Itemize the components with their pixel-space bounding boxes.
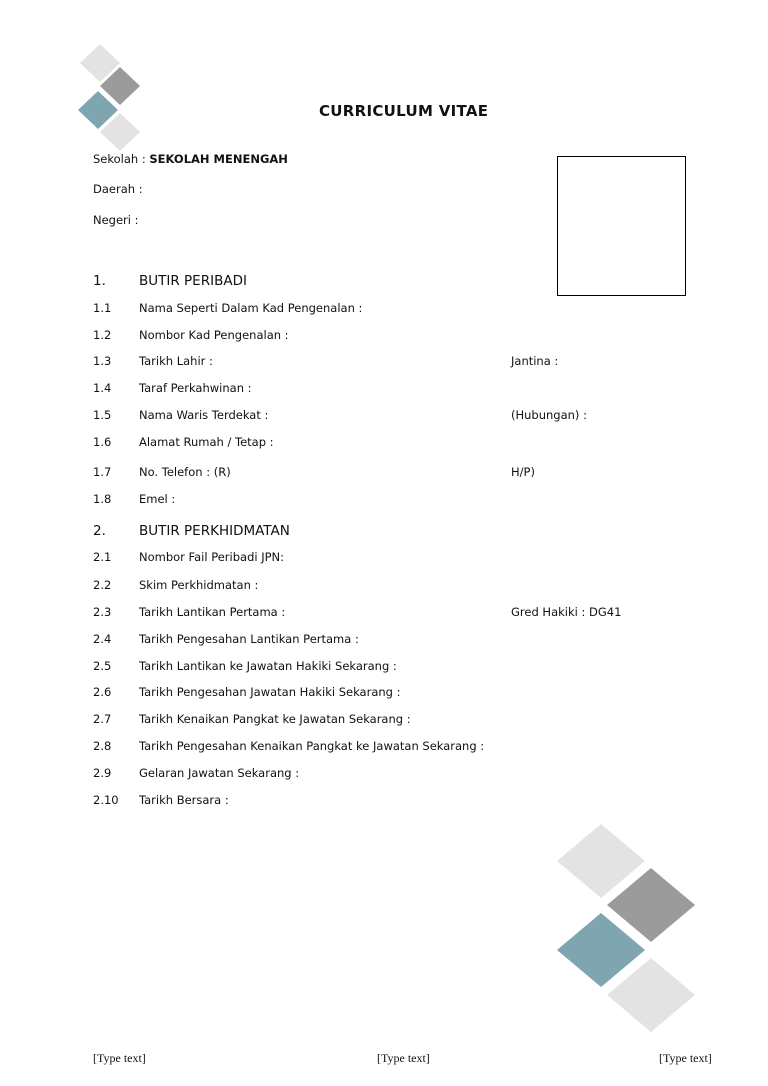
sekolah-field: [93, 152, 288, 166]
item-right-label: (Hubungan) :: [511, 408, 587, 422]
item-number: 1.5: [93, 408, 112, 422]
item-number: 2.7: [93, 712, 112, 726]
decorative-diamonds-top: [76, 40, 146, 155]
footer-center: [Type text]: [377, 1051, 430, 1065]
sekolah-label: Sekolah :: [93, 152, 146, 166]
footer-right: [Type text]: [659, 1051, 712, 1065]
item-right-label: Jantina :: [511, 354, 559, 368]
item-number: 1.4: [93, 381, 112, 395]
item-label: Taraf Perkahwinan :: [139, 381, 252, 395]
item-label: Tarikh Pengesahan Jawatan Hakiki Sekarang :: [139, 685, 401, 699]
item-number: 2.9: [93, 766, 112, 780]
item-label: Alamat Rumah / Tetap :: [139, 435, 274, 449]
item-number: 2.8: [93, 739, 112, 753]
item-label: Emel :: [139, 492, 176, 506]
item-label: Tarikh Bersara :: [139, 793, 229, 807]
item-number: 2.5: [93, 659, 112, 673]
item-number: 1.1: [93, 301, 112, 315]
item-right-label: Gred Hakiki : DG41: [511, 605, 622, 619]
daerah-label: Daerah :: [93, 182, 143, 196]
item-number: 2.2: [93, 578, 112, 592]
item-number: 1.8: [93, 492, 112, 506]
item-number: 2.3: [93, 605, 112, 619]
item-label: Nama Waris Terdekat :: [139, 408, 269, 422]
item-number: 2.4: [93, 632, 112, 646]
item-number: 2.1: [93, 550, 112, 564]
item-number: 1.6: [93, 435, 112, 449]
item-number: 2.10: [93, 793, 119, 807]
item-number: 1.3: [93, 354, 112, 368]
photo-box: [557, 156, 686, 296]
item-label: Tarikh Kenaikan Pangkat ke Jawatan Sekarang :: [139, 712, 411, 726]
item-label: Skim Perkhidmatan :: [139, 578, 259, 592]
item-label: Tarikh Lahir :: [139, 354, 213, 368]
item-label: Nama Seperti Dalam Kad Pengenalan :: [139, 301, 363, 315]
item-label: Tarikh Pengesahan Kenaikan Pangkat ke Jawatan Sekarang :: [139, 739, 485, 753]
section-1-title: BUTIR PERIBADI: [139, 273, 247, 289]
item-label: Tarikh Lantikan Pertama :: [139, 605, 286, 619]
item-right-label: H/P): [511, 465, 535, 479]
section-2-number: 2.: [93, 523, 106, 539]
item-number: 2.6: [93, 685, 112, 699]
section-2-title: BUTIR PERKHIDMATAN: [139, 523, 290, 539]
item-label: Tarikh Pengesahan Lantikan Pertama :: [139, 632, 359, 646]
item-number: 1.2: [93, 328, 112, 342]
footer-left: [Type text]: [93, 1051, 146, 1065]
sekolah-value: SEKOLAH MENENGAH: [149, 152, 288, 166]
item-label: No. Telefon : (R): [139, 465, 231, 479]
page-title: CURRICULUM VITAE: [319, 102, 489, 120]
item-label: Gelaran Jawatan Sekarang :: [139, 766, 300, 780]
item-label: Nombor Fail Peribadi JPN:: [139, 550, 285, 564]
decorative-diamonds-bottom: [550, 820, 705, 1040]
item-label: Nombor Kad Pengenalan :: [139, 328, 289, 342]
negeri-label: Negeri :: [93, 213, 139, 227]
item-number: 1.7: [93, 465, 112, 479]
section-1-number: 1.: [93, 273, 106, 289]
item-label: Tarikh Lantikan ke Jawatan Hakiki Sekarang :: [139, 659, 397, 673]
